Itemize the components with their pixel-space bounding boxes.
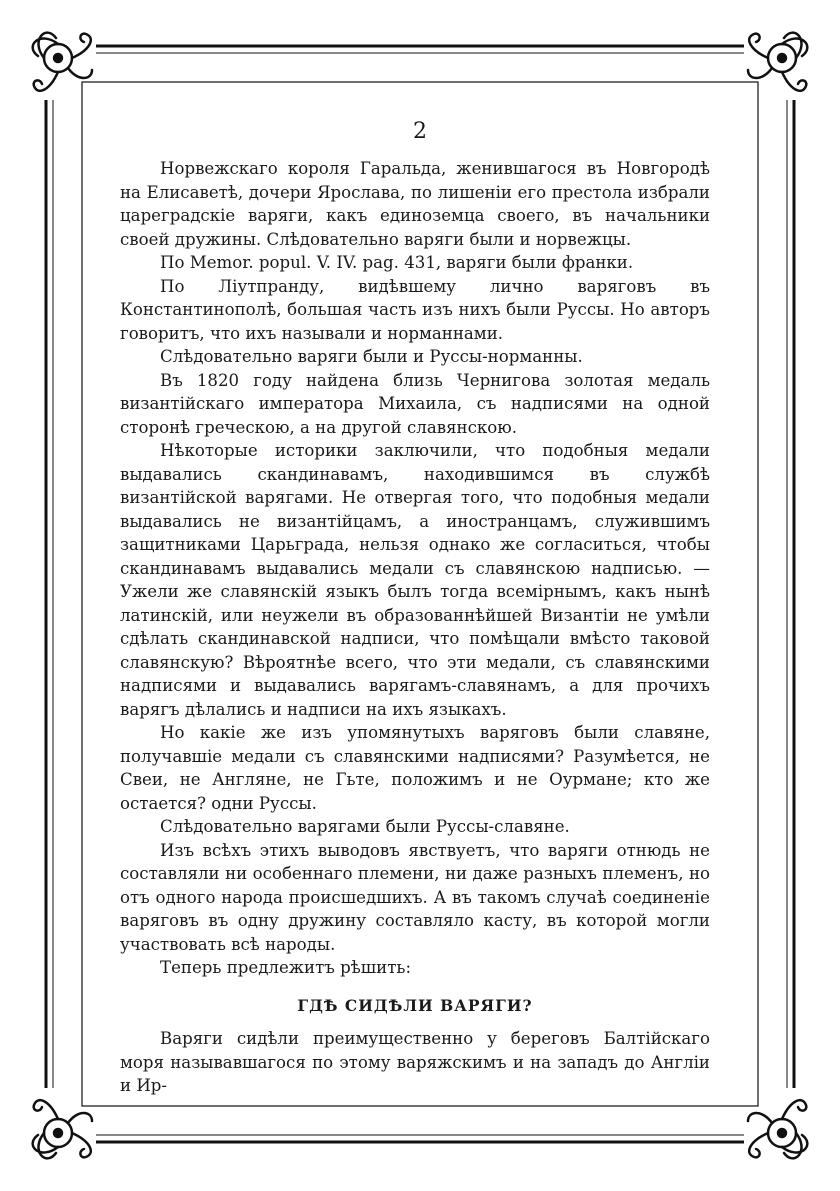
- paragraph: Нѣкоторые историки заключили, что подобныя медали выдавались скандинавамъ, находившимся въ службѣ византійской варягами. Не отвергая того, что подобныя медали выдавались не византійцамъ, а иностранцамъ, служившимъ защитниками Царьграда, нельзя однако же согласиться, чтобы скандинавамъ выдавались медали съ славянскою надписью. — Ужели же славянскій языкъ былъ тогда всемірнымъ, какъ нынѣ латинскій, или неужели въ образованнѣйшей Византіи не умѣли сдѣлать скандинавской надписи, что помѣщали вмѣсто таковой славянскую? Вѣроятнѣе всего, что эти медали, съ славянскими надписями и выдавались варягамъ-славянамъ, а для прочихъ варягъ дѣлались и надписи на ихъ языкахъ.: [120, 441, 710, 719]
- paragraph: По Memor. popul. V. IV. pag. 431, варяги были франки.: [160, 253, 634, 272]
- corner-ornament-bottom-left: [33, 1100, 92, 1158]
- paragraph: Но какіе же изъ упомянутыхъ варяговъ были славяне, получавшіе медали съ славянскими надписями? Разумѣется, не Свеи, не Англяне, не Гьте, положимъ и не Оурмане; кто же остается? одни Руссы.: [120, 723, 710, 813]
- paragraph: Слѣдовательно варяги были и Руссы-норманны.: [160, 347, 583, 366]
- paragraph: По Ліутпранду, видѣвшему лично варяговъ въ Константинополѣ, большая часть изъ нихъ были Руссы. Но авторъ говоритъ, что ихъ называли и норманнами.: [120, 276, 710, 343]
- body-text: [120, 157, 710, 1098]
- paragraph: Теперь предлежитъ рѣшить:: [160, 958, 412, 977]
- page-number: 2: [413, 119, 427, 144]
- paragraph: Слѣдовательно варягами были Руссы-славяне.: [160, 817, 570, 836]
- paragraph: Норвежскаго короля Гаральда, женившагося въ Новгородѣ на Елисаветѣ, дочери Ярослава, по лишеніи его престола избрали цареградскіе варяги, какъ единоземца своего, въ начальники своей дружины. Слѣдовательно варяги были и норвежцы.: [120, 159, 710, 249]
- paragraph: Изъ всѣхъ этихъ выводовъ явствуетъ, что варяги отнюдь не составляли ни особеннаго племени, ни даже разныхъ племенъ, но отъ одного народа происшедшихъ. А въ такомъ случаѣ соединеніе варяговъ въ одну дружину составляло касту, въ которой могли участвовать всѣ народы.: [120, 840, 710, 954]
- closing-paragraph: Варяги сидѣли преимущественно у береговъ Балтійскаго моря называвшагося по этому варяжскимъ и на западъ до Англіи и Ир-: [120, 1029, 710, 1095]
- corner-ornament-bottom-right: [748, 1100, 807, 1158]
- section-heading: ГДѢ СИДѢЛИ ВАРЯГИ?: [297, 995, 533, 1015]
- paragraph: Въ 1820 году найдена близь Чернигова золотая медаль византійскаго императора Михаила, съ надписями на одной сторонѣ греческою, а на другой славянскою.: [120, 370, 710, 437]
